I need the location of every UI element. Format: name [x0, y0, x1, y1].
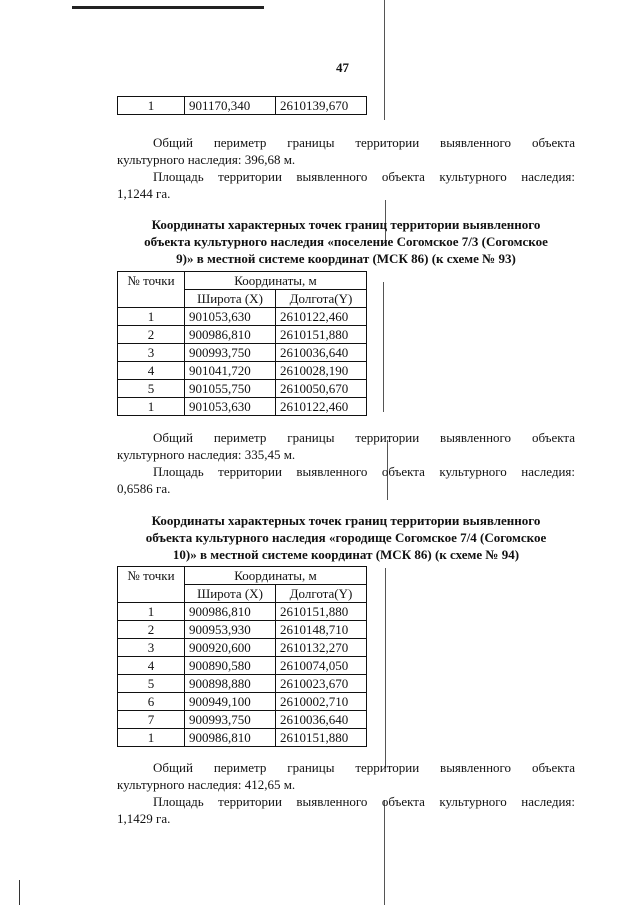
area-paragraph-1-cont: 1,1244 га. [117, 186, 171, 201]
coordinates-table-94 [117, 566, 367, 747]
section-heading-93: Координаты характерных точек границ территории выявленного объекта культурного наследия «поселение Согомское 7/3 (Согомское 9)» в местной системе координат (МСК 86) (к схеме № 93) [144, 217, 548, 266]
header-coordinates: Координаты, м [185, 272, 367, 290]
point-cell: 1 [118, 97, 185, 115]
latitude-cell: 901170,340 [185, 97, 276, 115]
scan-artifact-left-line [19, 880, 20, 905]
table-row: 2 900986,810 2610151,880 [118, 326, 367, 344]
header-longitude: Долгота(Y) [276, 585, 367, 603]
perimeter-paragraph-2-cont: культурного наследия: 335,45 м. [117, 447, 296, 462]
perimeter-paragraph-3: Общий периметр границы территории выявленного объекта [153, 760, 575, 775]
page-number: 47 [336, 60, 349, 75]
perimeter-paragraph-1: Общий периметр границы территории выявленного объекта [153, 135, 575, 150]
area-paragraph-2: Площадь территории выявленного объекта культурного наследия: [153, 464, 575, 479]
table-row: 1 900986,810 2610151,880 [118, 729, 367, 747]
area-paragraph-2-cont: 0,6586 га. [117, 481, 171, 496]
area-paragraph-3-cont: 1,1429 га. [117, 811, 171, 826]
table-row: 6 900949,100 2610002,710 [118, 693, 367, 711]
table-header-row [118, 272, 367, 290]
area-paragraph-3: Площадь территории выявленного объекта культурного наследия: [153, 794, 575, 809]
table-row: 4 900890,580 2610074,050 [118, 657, 367, 675]
table-row: 5 900898,880 2610023,670 [118, 675, 367, 693]
table-row: 3 900920,600 2610132,270 [118, 639, 367, 657]
fold-line-3 [383, 282, 384, 412]
fold-line-5 [385, 568, 386, 768]
table-row: 4 901041,720 2610028,190 [118, 362, 367, 380]
area-paragraph-1: Площадь территории выявленного объекта культурного наследия: [153, 169, 575, 184]
table-header-row [118, 567, 367, 585]
perimeter-paragraph-1-cont: культурного наследия: 396,68 м. [117, 152, 296, 167]
table-row: 1 901053,630 2610122,460 [118, 398, 367, 416]
header-coordinates: Координаты, м [185, 567, 367, 585]
table-row: 5 901055,750 2610050,670 [118, 380, 367, 398]
header-point-number: № точки [118, 272, 185, 308]
table-row: 1 900986,810 2610151,880 [118, 603, 367, 621]
fold-line-1 [384, 0, 385, 120]
header-point-number: № точки [118, 567, 185, 603]
continuation-table [117, 96, 367, 115]
table-row: 2 900953,930 2610148,710 [118, 621, 367, 639]
header-longitude: Долгота(Y) [276, 290, 367, 308]
header-latitude: Широта (X) [185, 290, 276, 308]
section-heading-94: Координаты характерных точек границ территории выявленного объекта культурного наследия «городище Согомское 7/4 (Согомское 10)» в местной системе координат (МСК 86) (к схеме № 94) [145, 513, 547, 562]
coordinates-table-93 [117, 271, 367, 416]
table-row: 1 901053,630 2610122,460 [118, 308, 367, 326]
table-row: 7 900993,750 2610036,640 [118, 711, 367, 729]
header-latitude: Широта (X) [185, 585, 276, 603]
table-row [118, 97, 367, 115]
perimeter-paragraph-2: Общий периметр границы территории выявленного объекта [153, 430, 575, 445]
scan-artifact-top-line [72, 6, 264, 9]
table-row: 3 900993,750 2610036,640 [118, 344, 367, 362]
perimeter-paragraph-3-cont: культурного наследия: 412,65 м. [117, 777, 296, 792]
longitude-cell: 2610139,670 [276, 97, 367, 115]
